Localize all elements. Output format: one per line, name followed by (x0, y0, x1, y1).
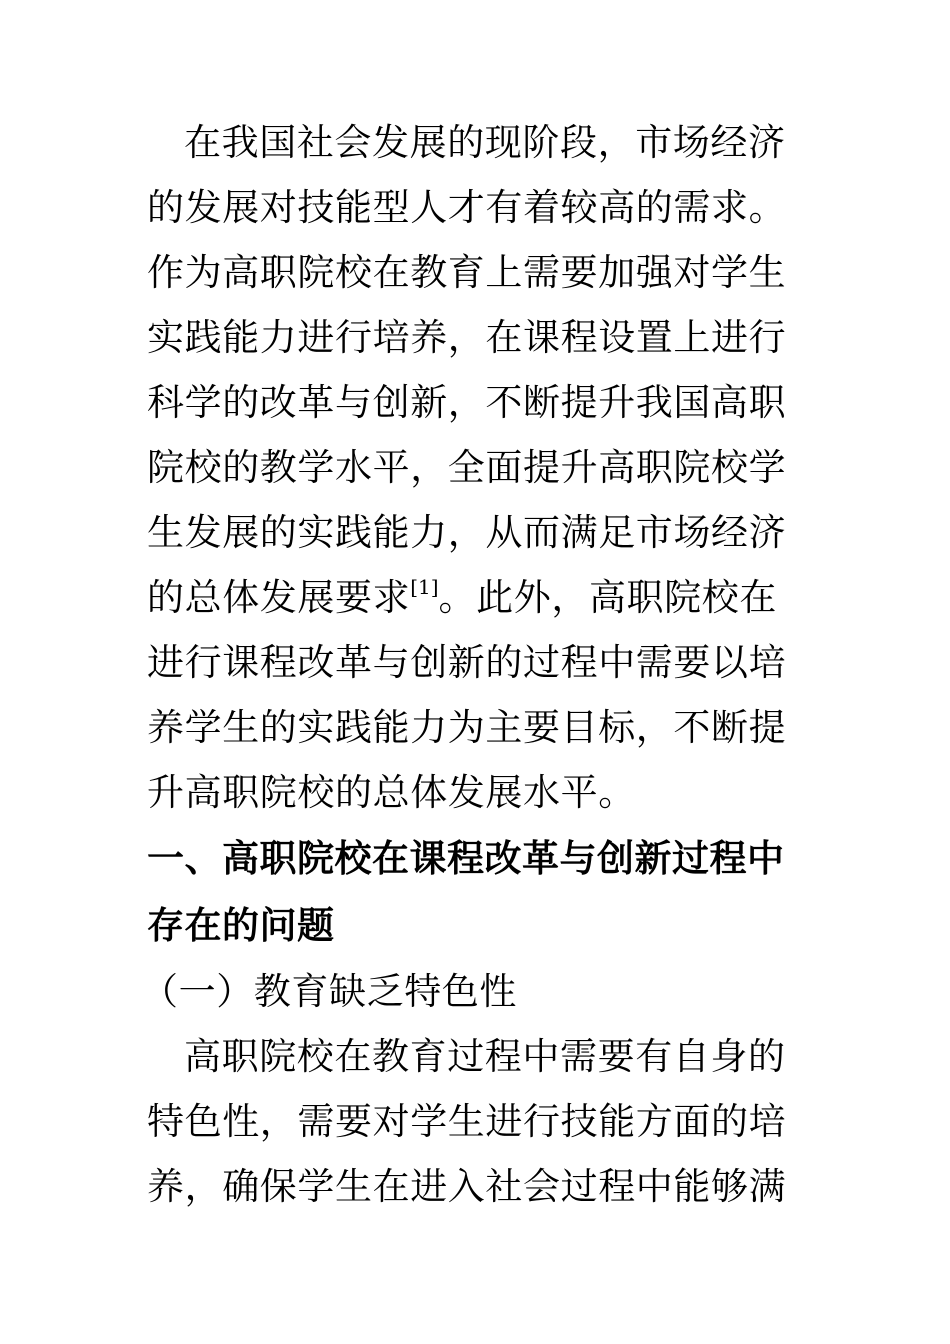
paragraph-line: 养，确保学生在进入社会过程中能够满 (147, 1165, 787, 1208)
paragraph-line: 的发展对技能型人才有着较高的需求。 (147, 186, 787, 229)
paragraph-line: 高职院校在教育过程中需要有自身的 (184, 1035, 786, 1078)
paragraph-line: 特色性，需要对学生进行技能方面的培 (147, 1100, 787, 1143)
line-text: 的总体发展要求 (147, 576, 411, 619)
paragraph-line: 院校的教学水平，全面提升高职院校学 (147, 446, 787, 489)
paragraph-line: 进行课程改革与创新的过程中需要以培 (147, 641, 787, 684)
document-body (141, 110, 807, 1219)
line-text: 。此外，高职院校在 (438, 576, 777, 619)
paragraph-line-with-citation (147, 565, 807, 630)
citation-marker: [1] (410, 575, 439, 599)
paragraph-line: 实践能力进行培养，在课程设置上进行 (147, 316, 787, 359)
heading-line: 一、高职院校在课程改革与创新过程中 (147, 837, 785, 880)
paragraph-line: 养学生的实践能力为主要目标，不断提 (147, 706, 787, 749)
paragraph-line: 作为高职院校在教育上需要加强对学生 (147, 251, 787, 294)
section-heading (147, 825, 807, 959)
paragraph-line: 升高职院校的总体发展水平。 (147, 771, 636, 814)
heading-line: 存在的问题 (147, 904, 335, 947)
intro-paragraph (147, 110, 807, 825)
paragraph-line: 在我国社会发展的现阶段，市场经济 (184, 121, 786, 164)
paragraph-line: 科学的改革与创新，不断提升我国高职 (147, 381, 787, 424)
paragraph-line: 生发展的实践能力，从而满足市场经济 (147, 511, 787, 554)
subsection-heading: （一）教育缺乏特色性 (141, 970, 517, 1013)
body-paragraph (147, 1024, 807, 1219)
